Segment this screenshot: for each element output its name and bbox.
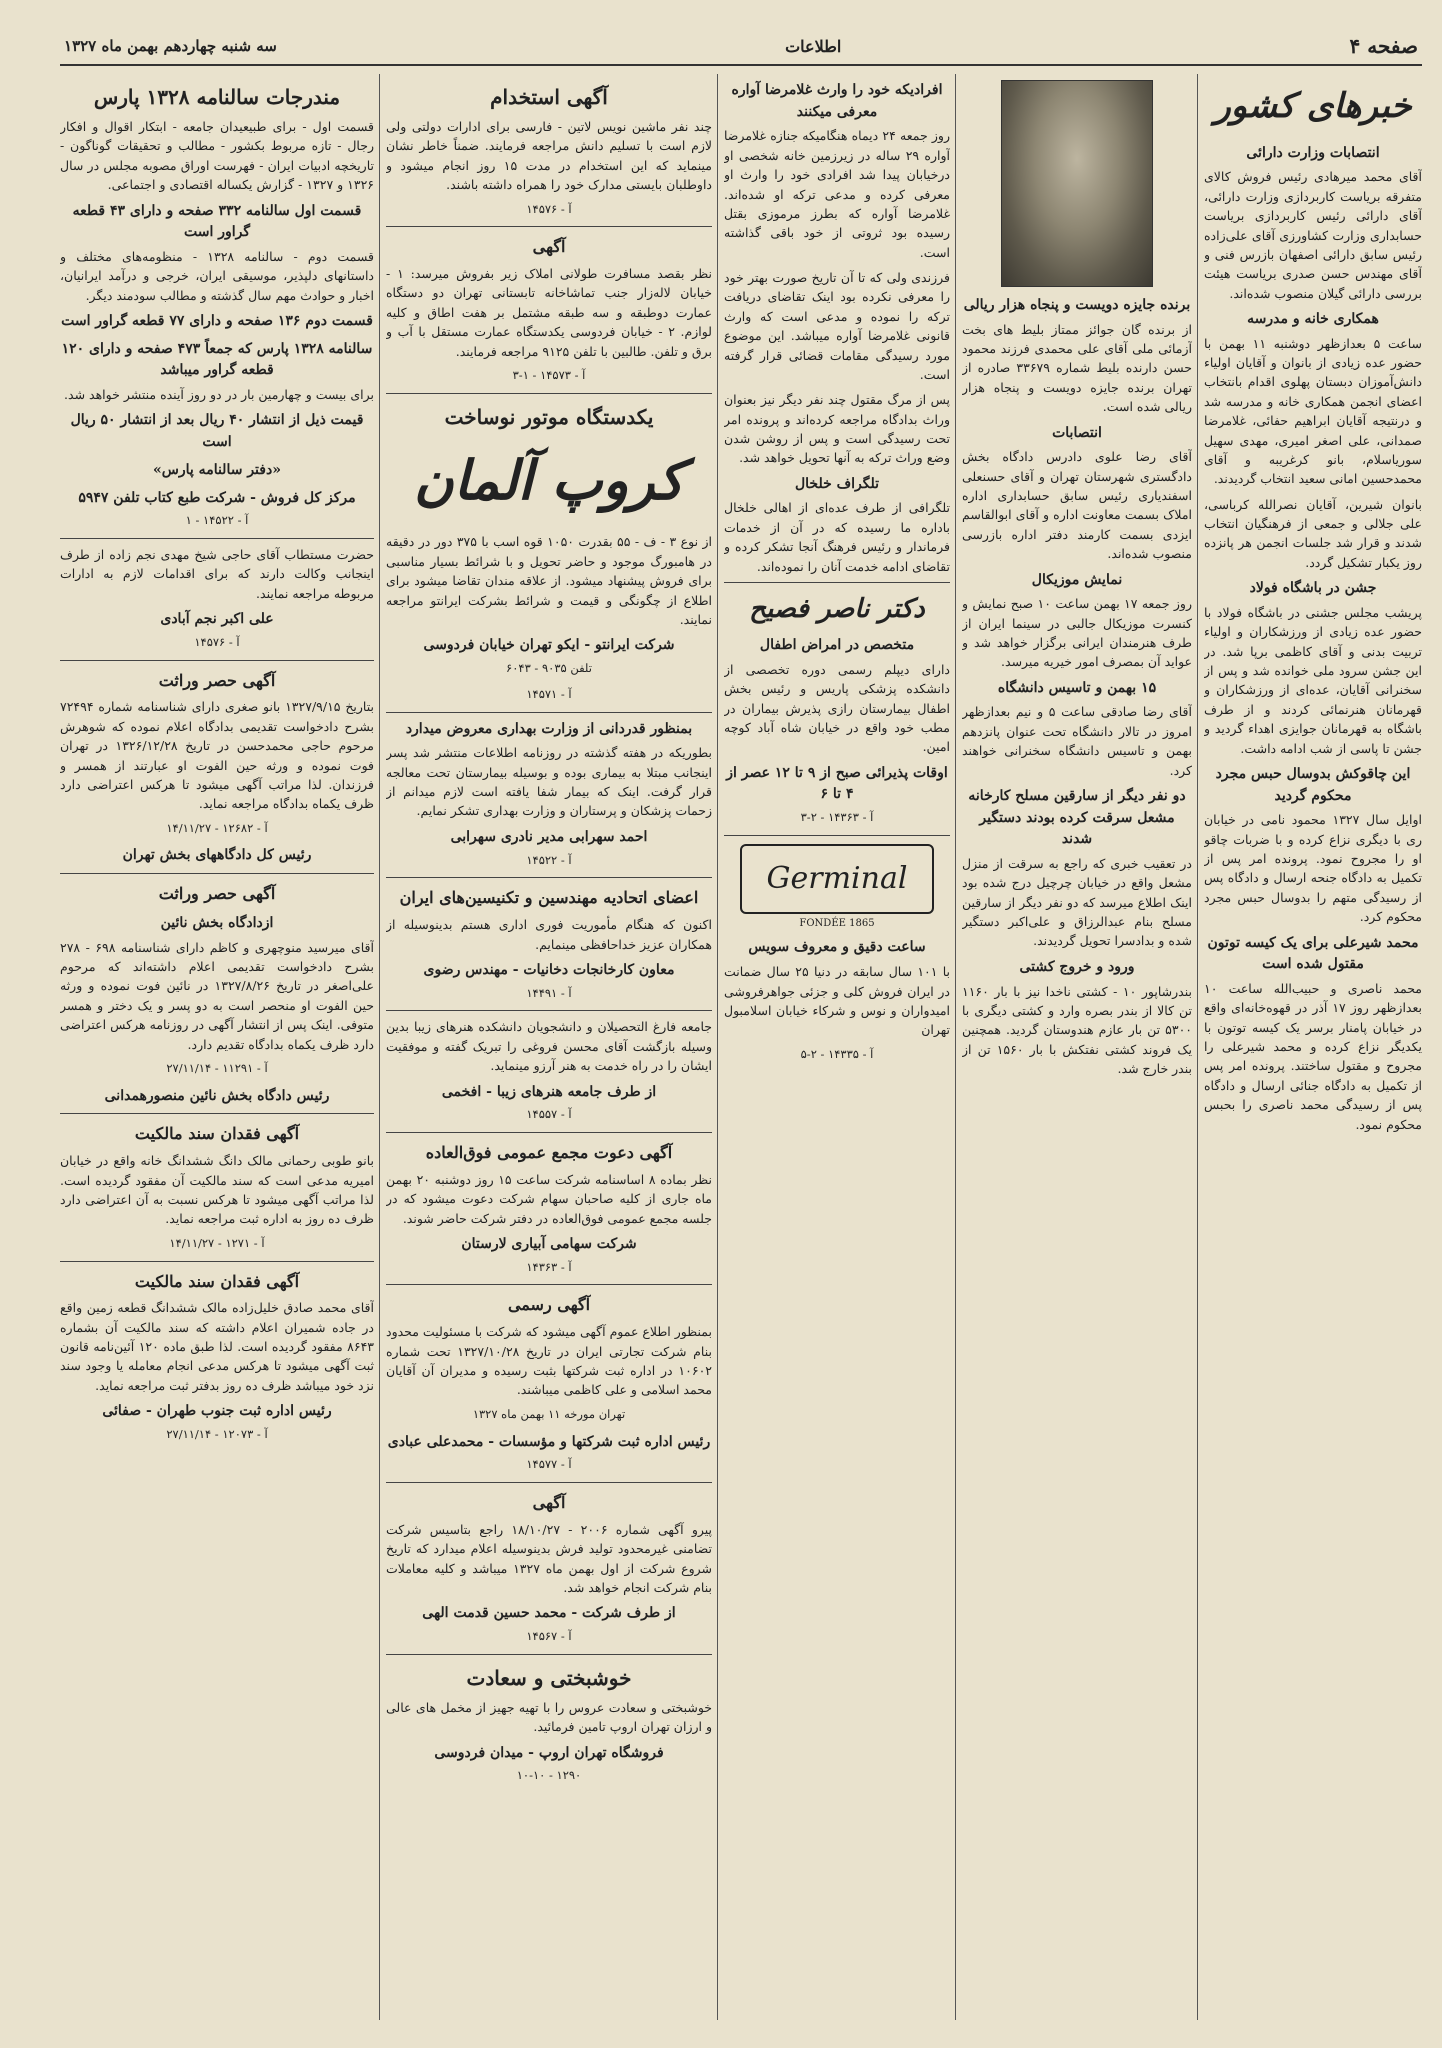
paper-name: اطلاعات <box>785 36 842 56</box>
ad-body: آقای میرسید منوچهری و کاظم دارای شناسنامه ۶۹۸ - ۲۷۸ بشرح دادخواست تقدیمی اعلام داشته‌اند که مرحوم علی‌اصغر در تاریخ ۱۳۲۷/۸/۲۶ در نائین فوت نموده و ورثه حین الفوت او منحصر است به دو پسر و یک دختر و همسر متوفی. اینک پس از انتشار آگهی در روزنامه هرکس اعتراضی دارد ظرف یکماه بدادگاه تقدیم دارد. <box>60 939 374 1052</box>
column-ads-5 <box>60 74 374 2020</box>
article-body: از برنده گان جوائز ممتاز بلیط های بخت آزمائی ملی آقای علی محمدی فرزند محمود حسن دارنده بلیط شماره ۳۳۶۷۹ صادره از تهران برنده جایزه دویست و پنجاه هزار ریالی شده است. <box>962 321 1192 415</box>
ad-reference: آ - ۱۲۰۷۳ - ۲۷/۱۱/۱۴ <box>166 1426 268 1441</box>
ad-body: بمنظور اطلاع عموم آگهی میشود که شرکت با مسئولیت محدود بنام شرکت تجارتی ایران در تاریخ ۱۳۲۷/۱۰/۲۸ تحت شماره ۱۰۶۰۲ در اداره ثبت شرکتها بثبت رسیده و مدیران آن آقایان محمد اسلامی و علی کاظمی میباشند. <box>386 1324 712 1398</box>
ad-headline: آگهی فقدان سند مالکیت <box>134 1124 300 1144</box>
ad-reference: آ - ۱۴۵۷۱ <box>526 686 572 701</box>
divider <box>386 393 712 394</box>
article-body: روز جمعه ۱۷ بهمن ساعت ۱۰ صبح نمایش و کنسرت موزیکال جالبی در سینما ایران از طرف هنرمندان ایرانی برگزار خواهد شد و عواید آن بمصرف امور خیریه میرسد. <box>962 596 1192 670</box>
ad-reference: آ - ۱۱۲۹۱ - ۲۷/۱۱/۱۴ <box>166 1060 268 1075</box>
ad-body: آقای محمد صادق خلیل‌زاده مالک ششدانگ قطعه زمین واقع در جاده شمیران اعلام داشته که سند مالکیت آن بشماره ۸۶۴۳ مفقود گردیده است. لذا طبق ماده ۱۲۰ آئین‌نامه قانون ثبت آگهی میشود تا هرکس مدعی انجام معامله یا وجود سند نزد خود میباشد ظرف ده روز بدفتر ثبت مراجعه نماید. <box>60 1300 374 1393</box>
doctor-name: دکتر ناصر فصیح <box>749 593 925 624</box>
germinal-logo: Germinal <box>740 844 934 914</box>
ad-signature: از طرف شرکت - محمد حسین قدمت الهی <box>422 1605 676 1622</box>
issue-date: سه شنبه چهاردهم بهمن ماه ۱۳۲۷ <box>64 37 277 55</box>
column-rule <box>379 74 380 2020</box>
column-rule <box>1197 74 1198 2020</box>
ad-headline: آگهی رسمی <box>507 1295 591 1315</box>
portrait-photo <box>1001 80 1153 287</box>
column-rule <box>717 74 718 2020</box>
ad-signature: علی اکبر نجم آبادی <box>160 611 274 628</box>
ad-reference: آ - ۱۴۵۲۲ <box>526 852 572 867</box>
ad-office: رئیس اداره ثبت جنوب طهران - صفائی <box>102 1403 332 1420</box>
ad-signature: معاون کارخانجات دخانیات - مهندس رضوی <box>423 961 675 978</box>
ad-publisher: «دفتر سالنامه پارس» <box>153 461 281 478</box>
column-rule <box>955 74 956 2020</box>
ad-reference: آ - ۱۴۵۶۷ <box>526 1629 572 1644</box>
ad-headline: آگهی دعوت مجمع عمومی فوق‌العاده <box>425 1143 673 1163</box>
ad-subheadline: قسمت اول سالنامه ۳۳۲ صفحه و دارای ۴۳ قطعه گراور است <box>72 202 362 241</box>
photo-caption: برنده جایزه دویست و پنجاه هزار ریالی <box>963 297 1191 313</box>
divider <box>60 1113 374 1114</box>
divider <box>386 1284 712 1285</box>
ad-reference: آ - ۱۴۵۷۶ <box>194 634 240 649</box>
ad-body: قسمت اول - برای طبیعیدان جامعه - ابتکار اقوال و افکار رجال - تازه مربوط بکشور - مطالب و تحقیقات گوناگون - تاریخچه ادبیات ایران - فهرست اوراق مصوبه مجلس در سال ۱۳۲۶ و ۱۳۲۷ - گزارش یکساله اقتصادی و اجتماعی. <box>60 119 374 193</box>
ad-headline: ساعت دقیق و معروف سویس <box>748 939 926 956</box>
article-body: پریشب مجلس جشنی در باشگاه فولاد با حضور عده زیادی از ورزشکاران و اولیاء تربیت بدنی و آقای کاظمی برپا شد. در این جشن سرود ملی خوانده شد و پس از سخنرانی آقایان، عده‌ای از ورزشکاران و قهرمانان هنرنمائی کردند و از طرف باشگاه به قهرمانان جوایزی اهداء گردید و جشن تا پاسی از شب ادامه داشت. <box>1204 604 1422 756</box>
ad-headline: آگهی حصر وراثت <box>158 670 276 690</box>
ad-headline: بمنظور قدردانی از وزارت بهداری معروض میدارد <box>405 720 693 737</box>
ad-price: قیمت ذیل از انتشار ۴۰ ریال بعد از انتشار ۵۰ ریال است <box>70 412 364 451</box>
ad-reference: آ - ۱۴۳۶۳ <box>526 1259 572 1274</box>
ad-headline: آگهی <box>532 237 566 257</box>
ad-body: حضرت مستطاب آقای حاجی شیخ مهدی نجم زاده از طرف اینجانب وکالت دارند که برای اقدامات لازم به ادارات مربوطه مراجعه نمایند. <box>60 547 374 601</box>
ad-reference: آ - ۱۲۶۸۲ - ۱۴/۱۱/۲۷ <box>166 820 268 835</box>
article-headline: انتصابات <box>1052 424 1102 441</box>
section-title: خبرهای کشور <box>1214 86 1412 126</box>
article-body: بانوان شیرین، آقایان نصرالله کرباسی، علی جلالی و جمعی از فرهنگیان انتخاب شدند و قرار شد جلسات انجمن هر پانزده روز یکبار تشکیل گردد. <box>1204 496 1422 570</box>
ad-signature: رئیس دادگاه بخش نائین منصورهمدانی <box>104 1087 330 1104</box>
page-number: صفحه ۴ <box>1349 34 1418 58</box>
article-body: اوایل سال ۱۳۲۷ محمود نامی در خیابان ری با دیگری نزاع کرده و با ضربات چاقو او را مجروح نمود. پرونده امر پس از تکمیل به دادگاه جنحه ارسال و دادگاه پس از رسیدگی متهم را بدوسال حبس مجرد محکوم کرد. <box>1204 812 1422 925</box>
ad-company: شرکت ایرانتو - ایکو تهران خیابان فردوسی <box>423 637 675 654</box>
ad-headline: آگهی حصر وراثت <box>158 884 276 904</box>
ad-headline: یکدستگاه موتور نوساخت <box>444 404 654 429</box>
article-headline: نمایش موزیکال <box>1031 571 1123 588</box>
article-headline: ورود و خروج کشتی <box>1019 958 1135 975</box>
ad-reference: آ - ۱۴۵۵۷ <box>526 1107 572 1122</box>
ad-reference: آ - ۱۴۵۲۲ - ۱ <box>185 513 249 528</box>
ad-body: اکنون که هنگام مأموریت فوری اداری هستم بدینوسیله از همکاران عزیز خداحافظی مینمایم. <box>386 917 712 952</box>
column-ads-4 <box>386 74 712 2020</box>
ad-body: قسمت دوم - سالنامه ۱۳۲۸ - منظومه‌های مختلف و داستانهای دلپذیر، موسیقی ایران، خرجی و درآمد ایرانیان، اخبار و حوادث مهم سال گذشته و مطالب سودمند دیگر. <box>60 248 374 303</box>
article-body: در تعقیب خبری که راجع به سرقت از منزل مشعل واقع در خیابان چرچیل درج شده بود اینک اطلاع میرسد که دو نفر دیگر از سارقین مسلح بنام عبدالرزاق و علی‌اکبر دستگیر شده و بدادسرا تحویل گردیدند. <box>962 855 1192 949</box>
divider <box>386 1654 712 1655</box>
ad-signature: از طرف جامعه هنرهای زیبا - افخمی <box>441 1083 657 1100</box>
ad-store: فروشگاه تهران اروپ - میدان فردوسی <box>434 1744 664 1761</box>
ad-body: نظر بماده ۸ اساسنامه شرکت ساعت ۱۵ روز دوشنبه ۲۰ بهمن ماه جاری از کلیه صاحبان سهام شرکت دعوت میشود که در جلسه مجمع عمومی فوق‌العاده در دفتر شرکت حاضر شوند. <box>386 1171 712 1226</box>
newspaper-page <box>60 28 1422 2020</box>
ad-subheadline: ازدادگاه بخش نائین <box>160 914 274 931</box>
divider <box>60 873 374 874</box>
masthead <box>60 28 1422 66</box>
ad-headline: آگهی استخدام <box>490 85 608 109</box>
ad-signature: احمد سهرابی مدیر نادری سهرابی <box>450 828 648 845</box>
ad-body: نظر بقصد مسافرت طولانی املاک زیر بفروش میرسد: ۱ - خیابان لاله‌زار جنب تماشاخانه تابستانی تهران دو دستگاه عمارت دوطبقه و سه طبقه مشتمل بر هفت اطاق و کلیه لوازم. ۲ - خیابان فردوسی یکدستگاه عمارت مستقل با آب و برق و تلفن. طالبین با تلفن ۹۱۲۵ مراجعه فرمایند. <box>386 266 712 359</box>
ad-body: برای بیست و چهارمین بار در دو روز آینده منتشر خواهد شد. <box>64 387 374 403</box>
ad-headline: اعضای اتحادیه مهندسین و تکنیسین‌های ایران <box>399 888 699 908</box>
ad-body: خوشبختی و سعادت عروس را با تهیه جهیز از مخمل های عالی و ارزان تهران اروپ تامین فرمائید. <box>386 1699 712 1735</box>
article-headline: انتصابات وزارت دارائی <box>1246 144 1380 161</box>
ad-reference: آ - ۱۴۳۶۳ - ۲-۳ <box>800 810 874 825</box>
ad-reference: آ - ۱۲۷۱ - ۱۴/۱۱/۲۷ <box>169 1235 265 1250</box>
ad-headline: مندرجات سالنامه ۱۳۲۸ پارس <box>93 85 341 109</box>
divider <box>386 877 712 878</box>
ad-reference: آ - ۱۴۳۳۵ - ۲-۵ <box>800 1046 874 1061</box>
divider <box>60 538 374 539</box>
ad-reference: آ - ۱۴۴۹۱ <box>526 985 572 1000</box>
ad-body: بطوریکه در هفته گذشته در روزنامه اطلاعات منتشر شد پسر اینجانب مبتلا به بیماری بوده و بوسیله بیمارستان تحت معالجه قرار گرفت. اینک که بیمار شفا یافته است لازم میدانم از زحمات پزشکان و پرستاران و وزارت بهداری تشکر نمایم. <box>386 745 712 819</box>
divider <box>386 226 712 227</box>
article-headline: جشن در باشگاه فولاد <box>1249 580 1377 597</box>
article-headline: تلگراف خلخال <box>794 475 880 492</box>
ad-sales-center: مرکز کل فروش - شرکت طبع کتاب تلفن ۵۹۴۷ <box>78 489 356 506</box>
article-body: فرزندی ولی که تا آن تاریخ صورت بهتر خود را معرفی نکرده بود اینک تقاضای دریافت ترکه را نموده و مدعی است که وارث قانونی غلامرضا آواره میباشد. این موضوع مورد رسیدگی مقامات قضائی قرار گرفته است. <box>724 270 950 382</box>
article-body: آقای رضا صادقی ساعت ۵ و نیم بعدازظهر امروز در تالار دانشگاه تحت عنوان پانزدهم بهمن و تاسیس دانشگاه سخنرانی خواهند کرد. <box>962 704 1192 778</box>
article-body: آقای محمد میرهادی رئیس فروش کالای متفرقه بریاست کاربردازی وزارت دارائی، آقای دارائی رئیس کاربردازی بریاست حسابداری وزارت کشاورزی آقای علی‌زاده رئیس سابق دارائی اصفهان بازرس فنی و آقای مهندس حسن صدری بریاست هیئت بررسی دارائی گیلان منصوب شده‌اند. <box>1204 169 1422 301</box>
ad-reference: آ - ۱۴۵۷۶ <box>526 201 572 216</box>
ad-body: بتاریخ ۱۳۲۷/۹/۱۵ بانو صغری دارای شناسنامه شماره ۷۲۴۹۴ بشرح دادخواست تقدیمی بدادگاه اعلام نموده که شوهرش مرحوم حاجی محمدحسن در تاریخ ۱۳۲۶/۱۲/۲۸ در تهران فوت نموده و ورثه حین الفوت او عبارتند از همسر و فرزندان. لذا مراتب آگهی میشود تا هرکس اعتراضی دارد ظرف یکماه بدادگاه مراجعه نماید. <box>60 699 374 812</box>
ad-signature: رئیس اداره ثبت شرکتها و مؤسسات - محمدعلی عبادی <box>387 1433 711 1450</box>
article-headline: این چاقوکش بدوسال حبس مجرد محکوم گردید <box>1215 765 1411 804</box>
article-headline: همکاری خانه و مدرسه <box>1247 311 1379 327</box>
doctor-hours: اوقات پذیرائی صبح از ۹ تا ۱۲ عصر از ۴ تا ۶ <box>726 764 948 803</box>
divider <box>386 712 712 713</box>
ad-body: بانو طوبی رحمانی مالک دانگ ششدانگ خانه واقع در خیابان امیریه مدعی است که سند مالکیت آن مفقود گردیده است. لذا مراتب آگهی میشود تا هرکس نسبت به آن اعتراضی دارد ظرف ده روز به اداره ثبت مراجعه نماید. <box>60 1153 374 1227</box>
ad-body: چند نفر ماشین نویس لاتین - فارسی برای ادارات دولتی ولی لازم است با تسلیم دانش مراجعه فرمایند. ضمناً خاطر نشان مینماید که این استخدام در مدت ۱۵ روز انجام میشود و داوطلبان بایستی مدارک خود را همراه داشته باشند. <box>386 119 712 193</box>
ad-headline: خوشبختی و سعادت <box>466 1665 632 1690</box>
divider <box>724 835 950 836</box>
article-body: روز جمعه ۲۴ دیماه هنگامیکه جنازه غلامرضا آواره ۲۹ ساله در زیرزمین خانه شخصی او درخیابان پیدا شد افرادی خود را وارث او معرفی کرده و مدعی ترکه او شده‌اند. غلامرضا آواره که بطرز مرموزی بقتل رسیده بود ثروتی از خود باقی گذاشته است. <box>724 128 950 260</box>
column-national-news <box>1204 74 1422 2020</box>
ad-body: جامعه فارغ التحصیلان و دانشجویان دانشکده هنرهای زیبا بدین وسیله بازگشت آقای محسن فروغی را تبریک گفته و موفقیت ایشان را در راه خدمت به هنر آرزو مینماید. <box>386 1019 712 1074</box>
ad-body: دارای دیپلم رسمی دوره تخصصی از دانشکده پزشکی پاریس و رئیس بخش اطفال بیمارستان رازی پذیرش بیماران در مطب خود واقع در خیابان شاه آباد کوچه امین. <box>724 661 950 755</box>
ad-body: با ۱۰۱ سال سابقه در دنیا ۲۵ سال ضمانت در ایران فروش کلی و جزئی جواهرفروشی امیدواران و نوس و شرکاء خیابان اسلامبول تهران <box>724 964 950 1038</box>
article-body: پس از مرگ مقتول چند نفر دیگر نیز بعنوان وراث بدادگاه مراجعه کرده‌اند و پرونده امر تحت رسیدگی است و پس از روشن شدن وضع وراث ترکه به آنها تحویل خواهد شد. <box>724 392 950 466</box>
ad-phone: تلفن ۹۰۳۵ - ۶۰۴۳ <box>506 661 592 676</box>
brand-founded: FONDÉE 1865 <box>799 917 875 929</box>
ad-headline: آگهی <box>532 1493 566 1513</box>
article-body: بندرشاپور ۱۰ - کشتی ناخدا نیز با بار ۱۱۶۰ تن کالا از بندر بصره وارد و کشتی دیگری با ۵۳۰۰ تن بار عازم هندوستان گردید. همچنین یک فروند کشتی نفتکش با بار ۱۵۶۰ تن از بندر خارج شد. <box>962 983 1192 1076</box>
ad-reference: آ - ۱۴۵۷۷ <box>526 1457 572 1472</box>
article-body: آقای رضا علوی دادرس دادگاه بخش دادگستری شهرستان تهران و آقای حسنعلی اسفندیاری رئیس سابق حسابداری اداره املاک بسمت معاونت اداره و آقای ابوالقاسم ایزدی بسمت کارمند دفتر اداره بازرسی منصوب شده‌اند. <box>962 449 1192 562</box>
divider <box>386 1132 712 1133</box>
divider <box>724 582 950 583</box>
article-headline: افرادیکه خود را وارث غلامرضا آواره معرفی میکنند <box>731 82 943 120</box>
divider <box>60 1261 374 1262</box>
divider <box>386 1482 712 1483</box>
ad-signature: شرکت سهامی آبیاری لارستان <box>461 1235 637 1252</box>
ad-body: از نوع ۳ - ف - ۵۵ بقدرت ۱۰۵۰ قوه اسب با ۳۷۵ دور در دقیقه در هامبورگ موجود و حاضر تحویل و با شرائط بسیار مناسبی برای فروش پیشنهاد میشود. از علاقه مندان تقاضا میشود برای اطلاع از چگونگی و قیمت و شرائط بشرکت ایرانتو مراجعه نمایند. <box>386 534 712 627</box>
ad-body: پیرو آگهی شماره ۲۰۰۶ - ۱۸/۱۰/۲۷ راجع بتاسیس شرکت تضامنی غیرمحدود تولید فرش بدینوسیله اعلام میدارد که تاریخ شروع شرکت از اول بهمن ماه ۱۳۲۷ میباشد و کلیه معاملات بنام شرکت انجام خواهد شد. <box>386 1521 712 1595</box>
ad-reference: ۱۲۹۰ - ۱۰-۱۰ <box>516 1768 582 1783</box>
krupp-brand: کروپ آلمان <box>414 447 684 512</box>
ad-subheadline: سالنامه ۱۳۲۸ پارس که جمعاً ۴۷۳ صفحه و دارای ۱۲۰ قطعه گراور میباشد <box>61 340 373 379</box>
ad-reference: آ - ۱۴۵۷۳ - ۱-۳ <box>512 367 586 382</box>
ad-signature: رئیس کل دادگاههای بخش تهران <box>122 847 312 864</box>
divider <box>60 660 374 661</box>
ad-headline: آگهی فقدان سند مالکیت <box>134 1271 300 1291</box>
column-news-3 <box>724 74 950 2020</box>
column-news-2 <box>962 74 1192 2020</box>
article-body: تلگرافی از طرف عده‌ای از اهالی خلخال باداره ما رسیده که در آن از خدمات فرماندار و رئیس فرهنگ آنجا تشکر کرده و تقاضای ادامه خدمت آنان را نموده‌اند. <box>724 500 950 574</box>
article-headline: محمد شیرعلی برای یک کیسه توتون مقتول شده است <box>1207 934 1419 973</box>
article-headline: دو نفر دیگر از سارقین مسلح کارخانه مشعل سرقت کرده بودند دستگیر شدند <box>968 787 1186 848</box>
article-body: ساعت ۵ بعدازظهر دوشنبه ۱۱ بهمن با حضور عده زیادی از بانوان و آقایان اولیاء دانش‌آموزان دبستان پهلوی اقدام بانتخاب اعضای انجمن همکاری خانه و مدرسه شد و درنتیجه آقایان ابراهیم حفائی، غلامرضا صمدانی، علی اصغر امیری، مهدی سهیل سوریاسلام، بانو کرغریبه و آقای محمدحسین امانی سعید انتخاب گردیدند. <box>1204 335 1422 487</box>
divider <box>386 1010 712 1011</box>
article-headline: ۱۵ بهمن و تاسیس دانشگاه <box>997 679 1157 696</box>
article-body: محمد ناصری و حبیب‌الله ساعت ۱۰ بعدازظهر روز ۱۷ آذر در قهوه‌خانه‌ای واقع در خیابان پامنار برسر یک کیسه توتون با یکدیگر نزاع کرده و محمد شیرعلی را مجروح و مقتول ساختند. پرونده امر پس از تکمیل به دادگاه جنائی ارسال و دادگاه پس از رسیدگی محمد ناصری را بحبس محکوم نمود. <box>1204 980 1422 1132</box>
doctor-specialty: متخصص در امراض اطفال <box>759 637 915 654</box>
ad-subheadline: قسمت دوم ۱۳۶ صفحه و دارای ۷۷ قطعه گراور است <box>61 313 373 329</box>
ad-date: تهران مورخه ۱۱ بهمن ماه ۱۳۲۷ <box>472 1406 626 1421</box>
